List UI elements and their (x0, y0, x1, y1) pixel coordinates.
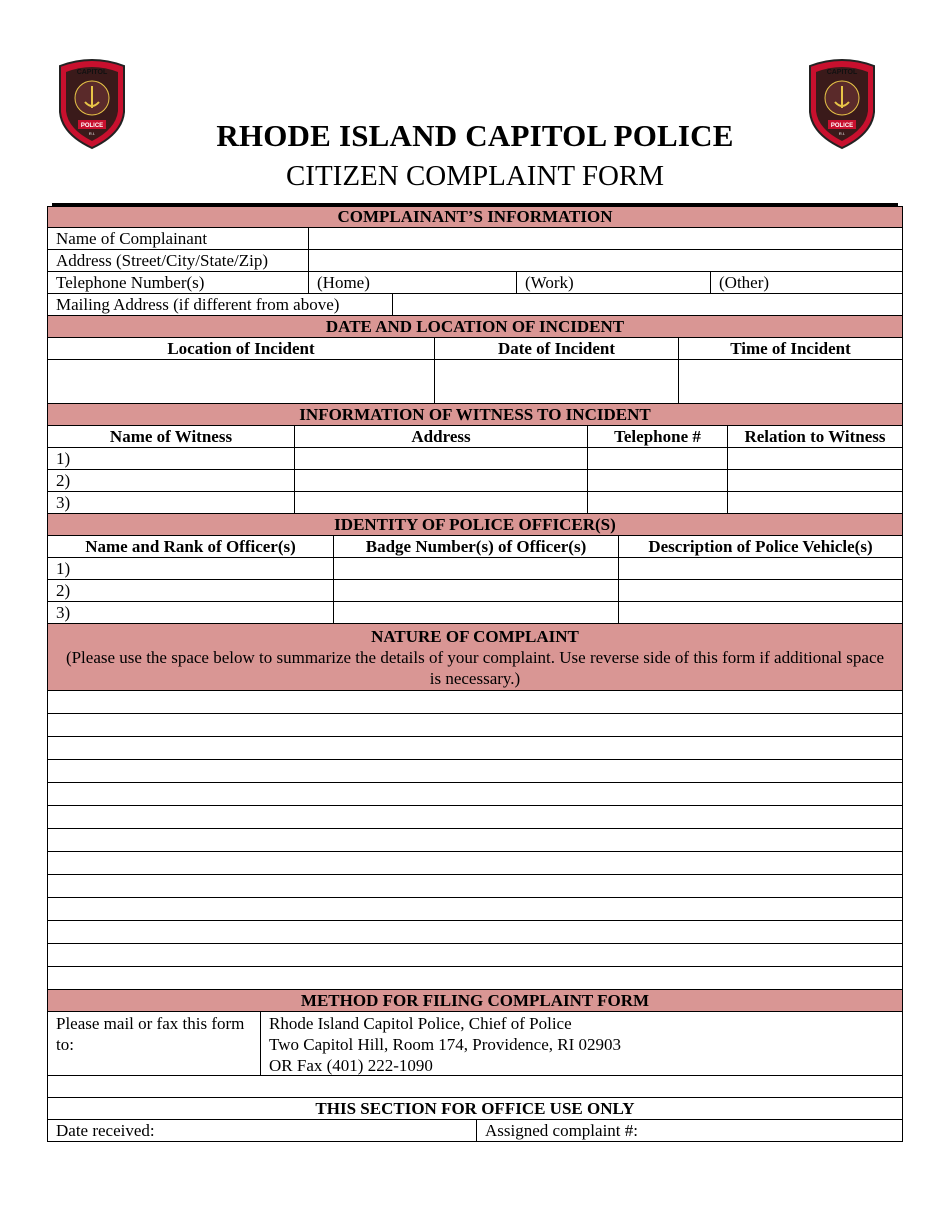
officer-vehicle-field[interactable] (618, 580, 902, 601)
incident-entry-row (47, 360, 903, 404)
page-subtitle: CITIZEN COMPLAINT FORM (285, 160, 665, 192)
complainant-address-field[interactable] (308, 250, 902, 271)
time-field[interactable] (678, 360, 902, 403)
nature-heading: NATURE OF COMPLAINT (371, 627, 579, 646)
time-column-header: Time of Incident (678, 338, 902, 359)
phone-other-field[interactable]: (Other) (710, 272, 902, 293)
filing-address-line3: OR Fax (401) 222-1090 (269, 1056, 433, 1075)
officer-vehicle-field[interactable] (618, 602, 902, 623)
officer-vehicle-field[interactable] (618, 558, 902, 579)
svg-text:CAPITOL: CAPITOL (76, 69, 108, 76)
complainant-mailing-row (47, 294, 903, 316)
complaint-line[interactable] (48, 852, 902, 874)
officer-section-header: IDENTITY OF POLICE OFFICER(S) (47, 514, 903, 536)
witness-name-column-header: Name of Witness (109, 426, 233, 446)
complaint-form (47, 206, 903, 1142)
witness-columns-row (47, 426, 903, 448)
officer-name-field[interactable]: 2) (56, 580, 71, 600)
date-received-field[interactable]: Date received: (56, 1120, 155, 1140)
page-title: RHODE ISLAND CAPITOL POLICE (216, 118, 734, 153)
svg-text:R.I.: R.I. (838, 131, 846, 136)
witness-relation-field[interactable] (727, 492, 902, 513)
witness-name-field[interactable]: 3) (56, 492, 71, 512)
officer-row (47, 602, 903, 624)
complaint-line[interactable] (48, 714, 902, 736)
officer-badge-field[interactable] (333, 602, 618, 623)
complaint-line[interactable] (48, 921, 902, 943)
witness-phone-field[interactable] (587, 492, 727, 513)
officer-name-field[interactable]: 3) (56, 602, 71, 622)
witness-address-field[interactable] (294, 492, 587, 513)
filing-address-line2: Two Capitol Hill, Room 174, Providence, RI 02903 (269, 1035, 622, 1054)
officer-badge-field[interactable] (333, 558, 618, 579)
witness-row (47, 492, 903, 514)
svg-text:R.I.: R.I. (88, 131, 96, 136)
officer-badge-column-header: Badge Number(s) of Officer(s) (333, 536, 618, 557)
witness-phone-field[interactable] (587, 448, 727, 469)
mailing-address-label: Mailing Address (if different from above) (56, 294, 340, 314)
officer-row (47, 558, 903, 580)
incident-section-header: DATE AND LOCATION OF INCIDENT (47, 316, 903, 338)
complainant-name-label: Name of Complainant (56, 228, 208, 248)
complaint-line[interactable] (48, 967, 902, 989)
witness-address-column-header: Address (294, 426, 587, 447)
mailing-address-field[interactable] (392, 294, 902, 315)
location-field[interactable] (48, 360, 434, 403)
complaint-line[interactable] (48, 783, 902, 805)
complainant-name-row (47, 228, 903, 250)
complaint-line[interactable] (48, 875, 902, 897)
incident-columns-row (47, 338, 903, 360)
witness-address-field[interactable] (294, 448, 587, 469)
phone-work-field[interactable]: (Work) (516, 272, 710, 293)
nature-instructions: (Please use the space below to summarize the details of your complaint. Use reverse side of this form if additional space is necessary.) (65, 648, 885, 688)
nature-section-header (47, 624, 903, 691)
svg-text:POLICE: POLICE (830, 123, 854, 129)
filing-section-header: METHOD FOR FILING COMPLAINT FORM (47, 990, 903, 1012)
complainant-address-row (47, 250, 903, 272)
phone-label: Telephone Number(s) (56, 272, 205, 292)
assigned-complaint-field[interactable]: Assigned complaint #: (476, 1120, 902, 1141)
complaint-line[interactable] (48, 737, 902, 759)
witness-relation-field[interactable] (727, 470, 902, 491)
complaint-line[interactable] (48, 944, 902, 966)
filing-address (260, 1012, 902, 1075)
complainant-phone-row (47, 272, 903, 294)
date-column-header: Date of Incident (434, 338, 678, 359)
complaint-line[interactable] (48, 898, 902, 920)
phone-home-field[interactable]: (Home) (308, 272, 516, 293)
officer-name-field[interactable]: 1) (56, 558, 71, 578)
filing-label: Please mail or fax this form to: (56, 1014, 245, 1054)
office-section-header: THIS SECTION FOR OFFICE USE ONLY (47, 1098, 903, 1120)
complaint-line[interactable] (48, 806, 902, 828)
witness-name-field[interactable]: 2) (56, 470, 71, 490)
complainant-section-header: COMPLAINANT’S INFORMATION (47, 206, 903, 228)
location-column-header: Location of Incident (167, 338, 315, 358)
witness-name-field[interactable]: 1) (56, 448, 71, 468)
witness-phone-field[interactable] (587, 470, 727, 491)
filing-address-line1: Rhode Island Capitol Police, Chief of Police (269, 1014, 572, 1033)
complaint-line[interactable] (48, 829, 902, 851)
complaint-line[interactable] (48, 691, 902, 713)
witness-phone-column-header: Telephone # (587, 426, 727, 447)
complainant-address-label: Address (Street/City/State/Zip) (56, 250, 268, 270)
witness-address-field[interactable] (294, 470, 587, 491)
witness-row (47, 470, 903, 492)
witness-relation-column-header: Relation to Witness (727, 426, 902, 447)
witness-section-header: INFORMATION OF WITNESS TO INCIDENT (47, 404, 903, 426)
officer-columns-row (47, 536, 903, 558)
witness-row (47, 448, 903, 470)
officer-name-column-header: Name and Rank of Officer(s) (85, 536, 296, 556)
spacer-row (47, 1076, 903, 1098)
svg-text:CAPITOL: CAPITOL (826, 69, 858, 76)
officer-row (47, 580, 903, 602)
filing-row (47, 1012, 903, 1076)
officer-vehicle-column-header: Description of Police Vehicle(s) (618, 536, 902, 557)
witness-relation-field[interactable] (727, 448, 902, 469)
office-row (47, 1120, 903, 1142)
complaint-line[interactable] (48, 760, 902, 782)
officer-badge-field[interactable] (333, 580, 618, 601)
date-field[interactable] (434, 360, 678, 403)
complainant-name-field[interactable] (308, 228, 902, 249)
svg-text:POLICE: POLICE (80, 123, 104, 129)
